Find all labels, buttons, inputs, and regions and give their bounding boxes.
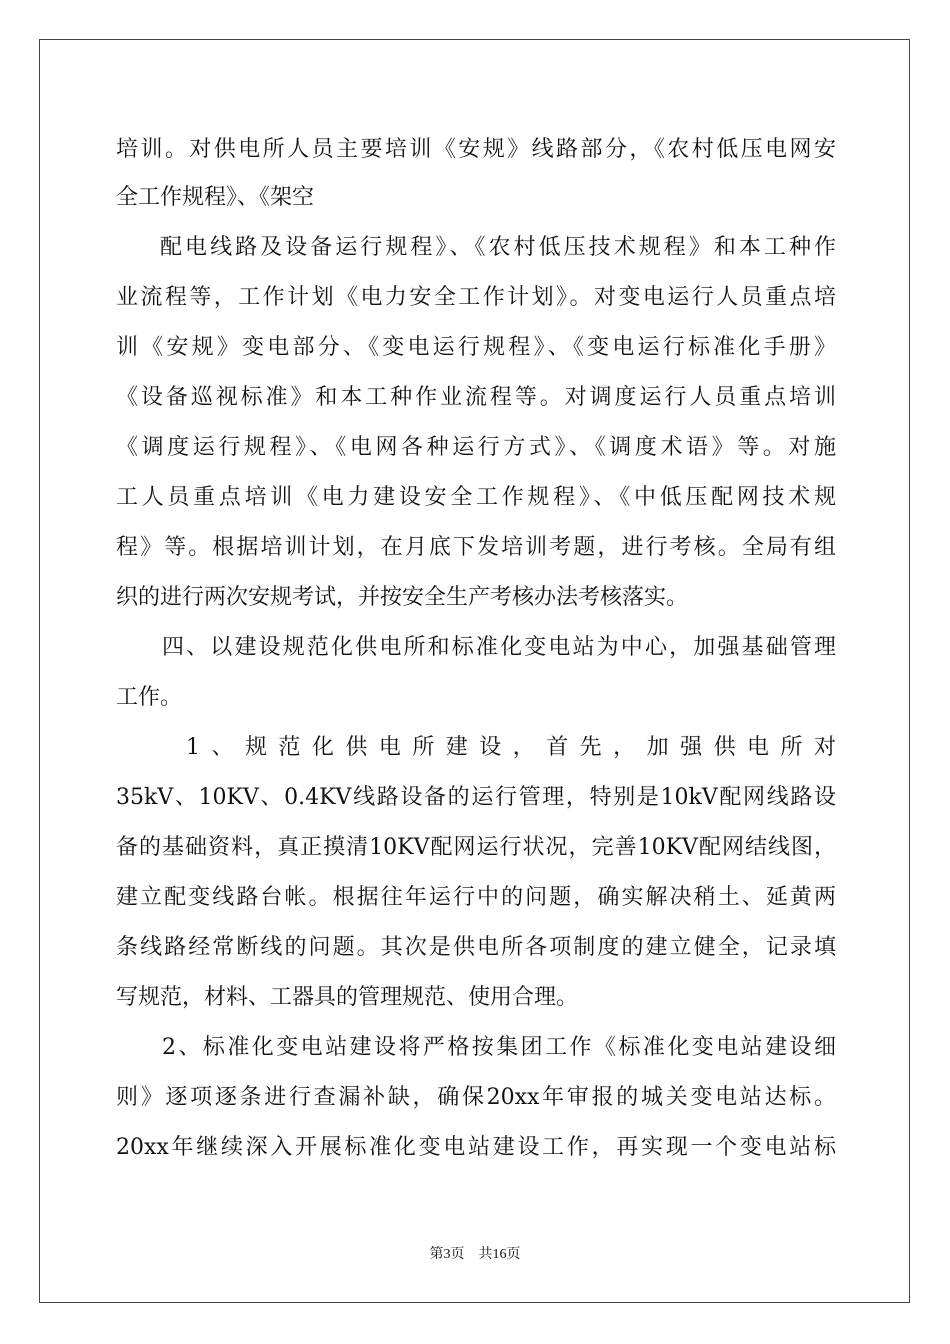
section-heading-line: 工作。: [116, 685, 183, 710]
text-line: 35kV、10KV、0.4KV线路设备的运行管理，特别是10kV配网线路设: [116, 785, 836, 810]
text-line: 写规范，材料、工器具的管理规范、使用合理。: [116, 985, 579, 1010]
text-line: 《调度运行规程》、《电网各种运行方式》、《调度术语》等。对施: [116, 435, 836, 460]
text-line: 《设备巡视标准》和本工种作业流程等。对调度运行人员重点培训: [116, 385, 836, 410]
page-footer: [0, 1243, 950, 1263]
text-line: 工人员重点培训《电力建设安全工作规程》、《中低压配网技术规: [116, 485, 836, 510]
text-line: 织的进行两次安规考试，并按安全生产考核办法考核落实。: [116, 585, 689, 610]
text-line: 则》逐项逐条进行查漏补缺，确保20xx年审报的城关变电站达标。: [116, 1085, 836, 1110]
text-line: 2、标准化变电站建设将严格按集团工作《标准化变电站建设细: [162, 1035, 836, 1060]
page-number: 第3页: [429, 1247, 465, 1262]
text-line: 训《安规》变电部分、《变电运行规程》、《变电运行标准化手册》: [116, 335, 836, 360]
text-line: 备的基础资料，真正摸清10KV配网运行状况，完善10KV配网结线图，: [116, 835, 836, 860]
text-line: 程》等。根据培训计划，在月底下发培训考题，进行考核。全局有组: [116, 535, 836, 560]
text-line: 20xx年继续深入开展标准化变电站建设工作，再实现一个变电站标: [116, 1135, 836, 1160]
text-line: 配电线路及设备运行规程》、《农村低压技术规程》和本工种作: [160, 235, 836, 260]
text-line: 培训。对供电所人员主要培训《安规》线路部分，《农村低压电网安: [116, 137, 836, 162]
total-pages: 共16页: [478, 1247, 521, 1262]
text-line: 建立配变线路台帐。根据往年运行中的问题，确实解决稍土、延黄两: [116, 885, 836, 910]
section-heading-line: 四、以建设规范化供电所和标准化变电站为中心，加强基础管理: [162, 635, 836, 660]
text-line: 全工作规程》、《架空: [116, 185, 315, 210]
text-line: 条线路经常断线的问题。其次是供电所各项制度的建立健全，记录填: [116, 935, 836, 960]
page-border: [39, 39, 910, 1303]
text-line: 1、规范化供电所建设，首先，加强供电所对: [186, 735, 836, 760]
text-line: 业流程等，工作计划《电力安全工作计划》。对变电运行人员重点培: [116, 285, 836, 310]
